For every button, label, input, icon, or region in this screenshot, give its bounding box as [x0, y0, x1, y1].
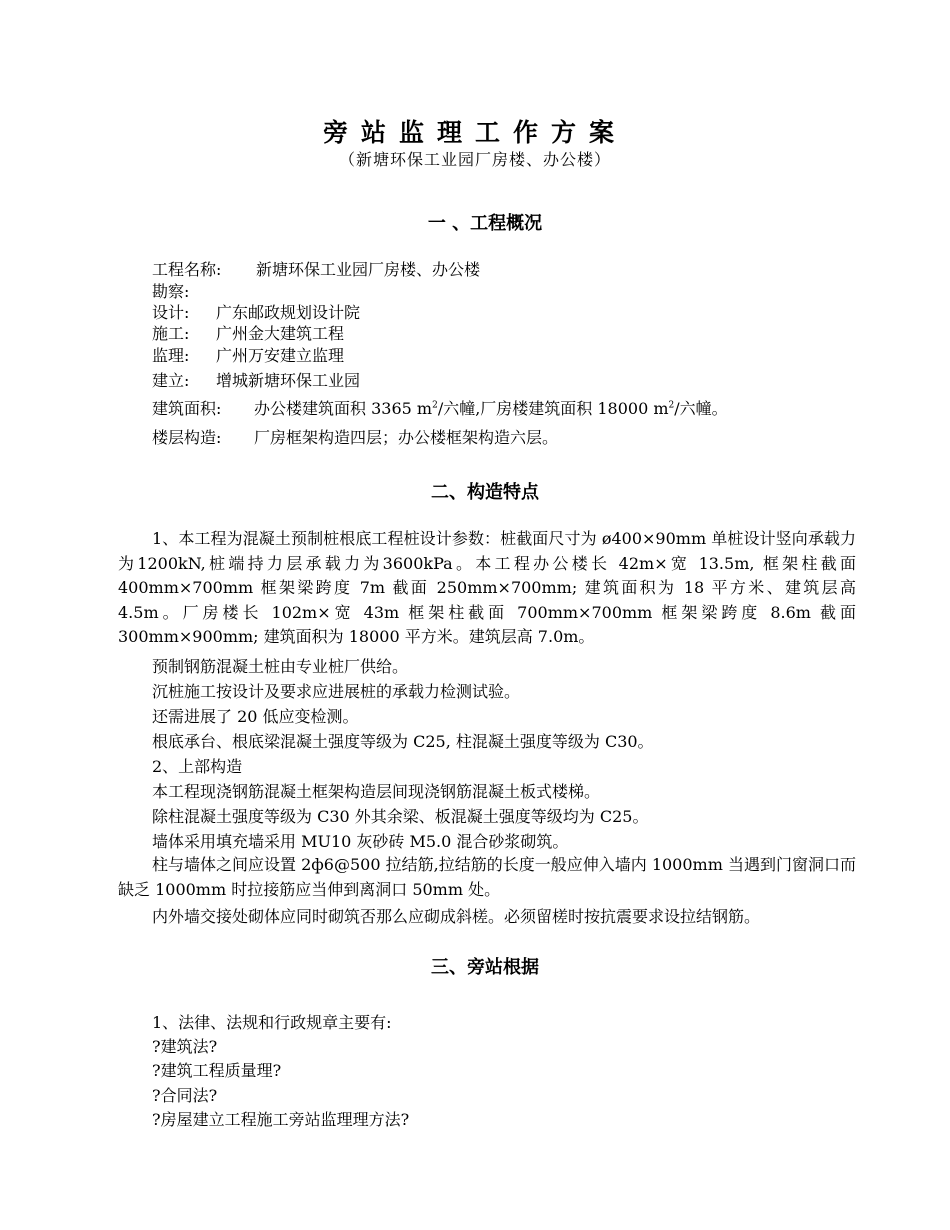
info-value: 广东邮政规划设计院: [216, 303, 361, 322]
floors-label: 楼层构造:: [152, 428, 222, 447]
info-value: 广州金大建筑工程: [216, 324, 345, 343]
info-label: 建立:: [152, 371, 190, 390]
info-row: [152, 257, 480, 280]
structure-line: 内外墙交接处砌体应同时砌筑否那么应砌成斜槎。必须留槎时按抗震要求设拉结钢筋。: [152, 907, 761, 926]
info-label: 工程名称:: [152, 260, 222, 279]
document-title: 旁站监理工作方案: [322, 118, 627, 147]
info-label: 勘察:: [152, 282, 190, 301]
structure-line: 还需进展了 20 低应变检测。: [152, 707, 359, 726]
area-value-factory: /六幢,厂房楼建筑面积 18000 m: [437, 399, 669, 418]
area-label: 建筑面积:: [152, 399, 222, 418]
structure-line: 2、上部构造: [152, 757, 243, 776]
structure-line: 墙体采用填充墙采用 MU10 灰砂砖 M5.0 混合砂浆砌筑。: [152, 832, 569, 851]
structure-paragraph: 1、本工程为混凝土预制桩根底工程桩设计参数：桩截面尺寸为 ø400×90mm 单桩设计竖向承载力为1200kN,桩端持力层承载力为3600kPa。本工程办公楼长 42m×宽 13.5m, 框架柱截面 400mm×700mm 框架梁跨度 7m 截面 250mm×700mm; 建筑面积为 18 平方米、建筑层高 4.5m。厂房楼长 102m×宽 43m 框架柱截面 700mm×700mm 框架梁跨度 8.6m 截面 300mm×900mm; 建筑面积为 18000 平方米。建筑层高 7.0m。: [118, 529, 856, 646]
info-label: 监理:: [152, 346, 190, 365]
structure-line: 预制钢筋混凝土桩由专业桩厂供给。: [152, 657, 409, 676]
floors-row: [152, 425, 558, 448]
section-heading-overview: 一 、工程概况: [427, 213, 543, 234]
section-heading-structure: 二、构造特点: [431, 482, 539, 503]
structure-line: 除柱混凝土强度等级为 C30 外其余梁、板混凝土强度等级均为 C25。: [152, 807, 649, 826]
basis-line: ?房屋建立工程施工旁站监理理方法?: [152, 1110, 410, 1129]
section-heading-basis: 三、旁站根据: [431, 957, 539, 978]
structure-line: 根底承台、根底梁混凝土强度等级为 C25, 柱混凝土强度等级为 C30。: [152, 732, 654, 751]
area-unit-superscript: 2: [668, 400, 675, 411]
area-unit-superscript: 2: [432, 400, 438, 411]
structure-line: 本工程现浇钢筋混凝土框架构造层间现浇钢筋混凝土板式楼梯。: [152, 782, 601, 801]
basis-line: ?建筑工程质量理?: [152, 1061, 282, 1080]
info-value: 广州万安建立监理: [216, 346, 345, 365]
document-subtitle: （新塘环保工业园厂房楼、办公楼）: [338, 150, 611, 169]
info-value: 新塘环保工业园厂房楼、办公楼: [256, 260, 481, 279]
basis-line: ?建筑法?: [152, 1037, 218, 1056]
basis-line: ?合同法?: [152, 1086, 218, 1105]
info-row: [152, 279, 189, 302]
area-row: [152, 396, 728, 419]
basis-line: 1、法律、法规和行政规章主要有:: [152, 1013, 392, 1032]
area-value-office: 办公楼建筑面积 3365 m: [254, 399, 433, 418]
area-value-end: /六幢。: [674, 399, 728, 418]
info-row: [152, 321, 344, 344]
info-value: 增城新塘环保工业园: [216, 371, 361, 390]
structure-line: 沉桩施工按设计及要求应进展桩的承载力检测试验。: [152, 682, 521, 701]
info-label: 设计:: [152, 303, 190, 322]
info-row: [152, 343, 344, 366]
info-label: 施工:: [152, 324, 190, 343]
floors-value: 厂房框架构造四层；办公楼框架构造六层。: [254, 428, 559, 447]
info-row: [152, 368, 360, 391]
structure-paragraph: 柱与墙体之间应设置 2ф6@500 拉结筋,拉结筋的长度一般应伸入墙内 1000mm 当遇到门窗洞口而缺乏 1000mm 时拉接筋应当伸到离洞口 50mm 处。: [118, 855, 856, 899]
info-row: [152, 300, 360, 323]
